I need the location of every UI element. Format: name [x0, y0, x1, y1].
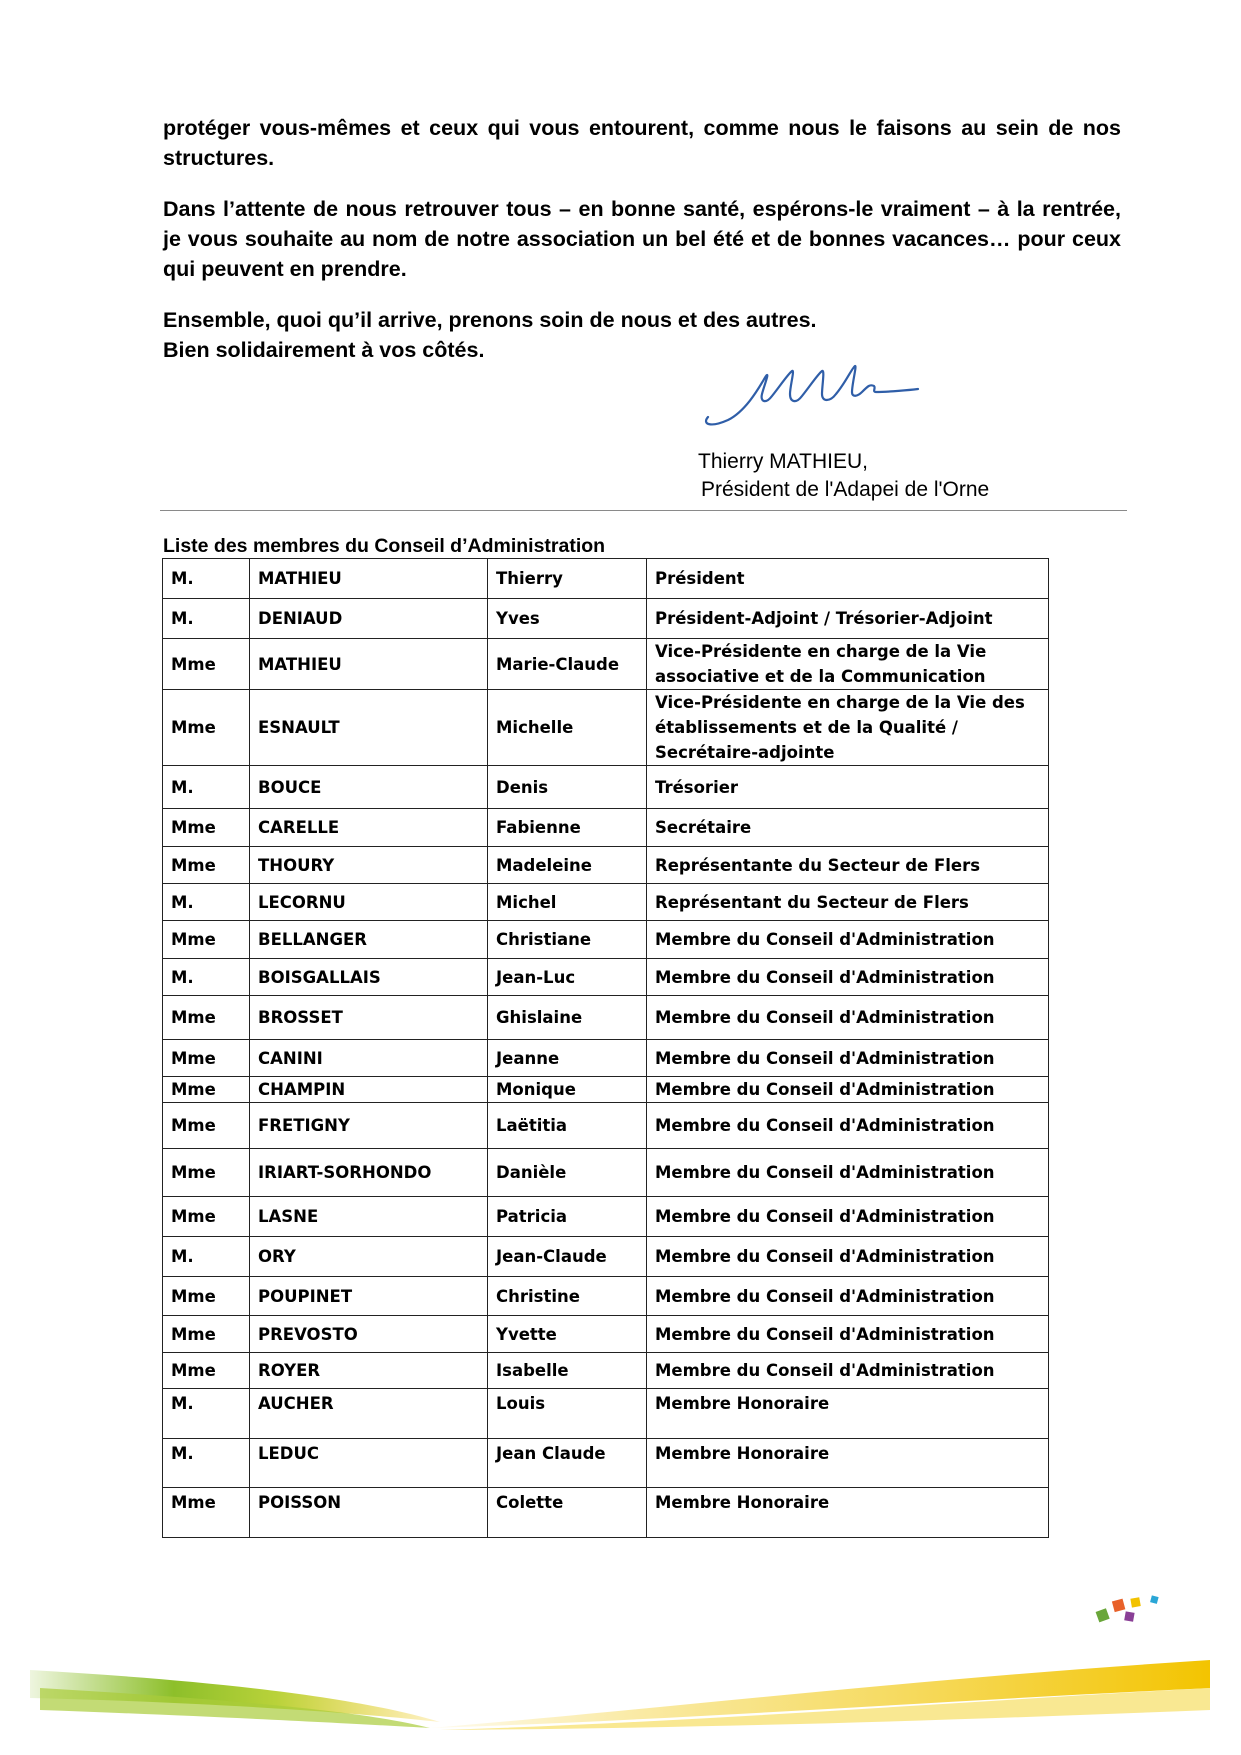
member-firstname-cell: Isabelle: [488, 1353, 647, 1389]
member-role-cell: Membre du Conseil d'Administration: [647, 996, 1049, 1040]
member-title-cell: M.: [163, 959, 250, 996]
section-divider: [160, 510, 1127, 511]
member-title-cell: M.: [163, 1389, 250, 1439]
member-lastname-cell: LECORNU: [250, 884, 488, 921]
member-title-cell: M.: [163, 884, 250, 921]
table-row: [163, 847, 1049, 884]
member-lastname-cell: CARELLE: [250, 809, 488, 847]
member-role-cell: Membre du Conseil d'Administration: [647, 1040, 1049, 1077]
signer-name: Thierry MATHIEU,: [698, 450, 868, 473]
table-row: [163, 1197, 1049, 1237]
member-role-cell: Vice-Présidente en charge de la Vie des établissements et de la Qualité / Secrétaire-adjointe: [647, 690, 1049, 766]
member-title-cell: M.: [163, 599, 250, 639]
member-title-cell: Mme: [163, 1277, 250, 1316]
member-lastname-cell: ROYER: [250, 1353, 488, 1389]
member-firstname-cell: Colette: [488, 1488, 647, 1538]
member-firstname-cell: Michel: [488, 884, 647, 921]
member-firstname-cell: Christine: [488, 1277, 647, 1316]
member-title-cell: Mme: [163, 996, 250, 1040]
member-firstname-cell: Laëtitia: [488, 1103, 647, 1149]
member-title-cell: Mme: [163, 1316, 250, 1353]
member-role-cell: Membre du Conseil d'Administration: [647, 1103, 1049, 1149]
table-row: [163, 1353, 1049, 1389]
member-role-cell: Représentant du Secteur de Flers: [647, 884, 1049, 921]
table-row: [163, 809, 1049, 847]
table-row: [163, 766, 1049, 809]
member-firstname-cell: Jean-Luc: [488, 959, 647, 996]
member-title-cell: Mme: [163, 1488, 250, 1538]
member-role-cell: Membre du Conseil d'Administration: [647, 1237, 1049, 1277]
member-firstname-cell: Christiane: [488, 921, 647, 959]
member-role-cell: Membre Honoraire: [647, 1389, 1049, 1439]
member-title-cell: Mme: [163, 921, 250, 959]
member-title-cell: Mme: [163, 1103, 250, 1149]
member-title-cell: Mme: [163, 1040, 250, 1077]
member-lastname-cell: THOURY: [250, 847, 488, 884]
member-role-cell: Secrétaire: [647, 809, 1049, 847]
member-lastname-cell: IRIART-SORHONDO: [250, 1149, 488, 1197]
member-title-cell: Mme: [163, 690, 250, 766]
table-title: Liste des membres du Conseil d’Administration: [163, 535, 606, 557]
member-firstname-cell: Yvette: [488, 1316, 647, 1353]
member-title-cell: Mme: [163, 639, 250, 690]
table-row: [163, 1316, 1049, 1353]
member-role-cell: Président-Adjoint / Trésorier-Adjoint: [647, 599, 1049, 639]
member-title-cell: Mme: [163, 809, 250, 847]
member-title-cell: Mme: [163, 1197, 250, 1237]
table-row: [163, 690, 1049, 766]
member-title-cell: Mme: [163, 1353, 250, 1389]
signer-role: Président de l'Adapei de l'Orne: [701, 478, 990, 501]
member-role-cell: Membre du Conseil d'Administration: [647, 1277, 1049, 1316]
table-row: [163, 1237, 1049, 1277]
member-lastname-cell: AUCHER: [250, 1389, 488, 1439]
member-firstname-cell: Marie-Claude: [488, 639, 647, 690]
member-role-cell: Président: [647, 559, 1049, 599]
member-title-cell: M.: [163, 559, 250, 599]
decorative-footer-waves: [0, 1640, 1241, 1755]
member-firstname-cell: Danièle: [488, 1149, 647, 1197]
member-lastname-cell: BOUCE: [250, 766, 488, 809]
table-row: [163, 1488, 1049, 1538]
letter-closing: [163, 305, 1121, 365]
table-row: [163, 1077, 1049, 1103]
member-lastname-cell: LASNE: [250, 1197, 488, 1237]
member-firstname-cell: Patricia: [488, 1197, 647, 1237]
member-lastname-cell: ORY: [250, 1237, 488, 1277]
member-firstname-cell: Ghislaine: [488, 996, 647, 1040]
table-row: [163, 1149, 1049, 1197]
member-role-cell: Membre du Conseil d'Administration: [647, 1353, 1049, 1389]
member-role-cell: Membre Honoraire: [647, 1488, 1049, 1538]
member-lastname-cell: LEDUC: [250, 1439, 488, 1488]
table-row: [163, 921, 1049, 959]
member-role-cell: Membre du Conseil d'Administration: [647, 959, 1049, 996]
member-firstname-cell: Thierry: [488, 559, 647, 599]
member-role-cell: Membre du Conseil d'Administration: [647, 1197, 1049, 1237]
member-lastname-cell: BELLANGER: [250, 921, 488, 959]
table-row: [163, 996, 1049, 1040]
member-lastname-cell: CANINI: [250, 1040, 488, 1077]
member-lastname-cell: BOISGALLAIS: [250, 959, 488, 996]
member-title-cell: M.: [163, 1439, 250, 1488]
member-role-cell: Membre du Conseil d'Administration: [647, 1316, 1049, 1353]
member-firstname-cell: Michelle: [488, 690, 647, 766]
table-row: [163, 559, 1049, 599]
member-role-cell: Vice-Présidente en charge de la Vie associative et de la Communication: [647, 639, 1049, 690]
member-title-cell: M.: [163, 1237, 250, 1277]
table-row: [163, 1040, 1049, 1077]
member-lastname-cell: PREVOSTO: [250, 1316, 488, 1353]
table-row: [163, 1103, 1049, 1149]
member-firstname-cell: Madeleine: [488, 847, 647, 884]
table-row: [163, 1389, 1049, 1439]
member-lastname-cell: MATHIEU: [250, 559, 488, 599]
member-firstname-cell: Louis: [488, 1389, 647, 1439]
member-lastname-cell: POISSON: [250, 1488, 488, 1538]
member-role-cell: Représentante du Secteur de Flers: [647, 847, 1049, 884]
member-firstname-cell: Jeanne: [488, 1040, 647, 1077]
member-firstname-cell: Monique: [488, 1077, 647, 1103]
signer-block: [698, 448, 989, 504]
table-row: [163, 884, 1049, 921]
member-title-cell: Mme: [163, 1149, 250, 1197]
letter-paragraph: protéger vous-mêmes et ceux qui vous entourent, comme nous le faisons au sein de nos structures.: [163, 116, 1121, 170]
member-role-cell: Membre du Conseil d'Administration: [647, 921, 1049, 959]
member-firstname-cell: Denis: [488, 766, 647, 809]
member-firstname-cell: Jean-Claude: [488, 1237, 647, 1277]
letter-body: [163, 113, 1121, 365]
members-table: [162, 558, 1049, 1538]
member-role-cell: Membre du Conseil d'Administration: [647, 1149, 1049, 1197]
table-row: [163, 1439, 1049, 1488]
member-role-cell: Membre Honoraire: [647, 1439, 1049, 1488]
closing-line: Ensemble, quoi qu’il arrive, prenons soin de nous et des autres.: [163, 308, 817, 332]
member-lastname-cell: ESNAULT: [250, 690, 488, 766]
adapei-logo: [1095, 1588, 1175, 1628]
member-lastname-cell: DENIAUD: [250, 599, 488, 639]
member-lastname-cell: MATHIEU: [250, 639, 488, 690]
member-lastname-cell: FRETIGNY: [250, 1103, 488, 1149]
member-title-cell: Mme: [163, 847, 250, 884]
member-title-cell: M.: [163, 766, 250, 809]
member-firstname-cell: Fabienne: [488, 809, 647, 847]
member-title-cell: Mme: [163, 1077, 250, 1103]
closing-line: Bien solidairement à vos côtés.: [163, 338, 485, 362]
letter-paragraph: Dans l’attente de nous retrouver tous – en bonne santé, espérons-le vraiment – à la rentrée, je vous souhaite au nom de notre association un bel été et de bonnes vacances… pour ceux qui peuvent en prendre.: [163, 197, 1121, 281]
member-role-cell: Membre du Conseil d'Administration: [647, 1077, 1049, 1103]
table-row: [163, 599, 1049, 639]
table-row: [163, 959, 1049, 996]
member-role-cell: Trésorier: [647, 766, 1049, 809]
member-lastname-cell: BROSSET: [250, 996, 488, 1040]
member-firstname-cell: Jean Claude: [488, 1439, 647, 1488]
handwritten-signature: [700, 362, 960, 432]
member-lastname-cell: POUPINET: [250, 1277, 488, 1316]
table-row: [163, 1277, 1049, 1316]
table-row: [163, 639, 1049, 690]
member-firstname-cell: Yves: [488, 599, 647, 639]
member-lastname-cell: CHAMPIN: [250, 1077, 488, 1103]
